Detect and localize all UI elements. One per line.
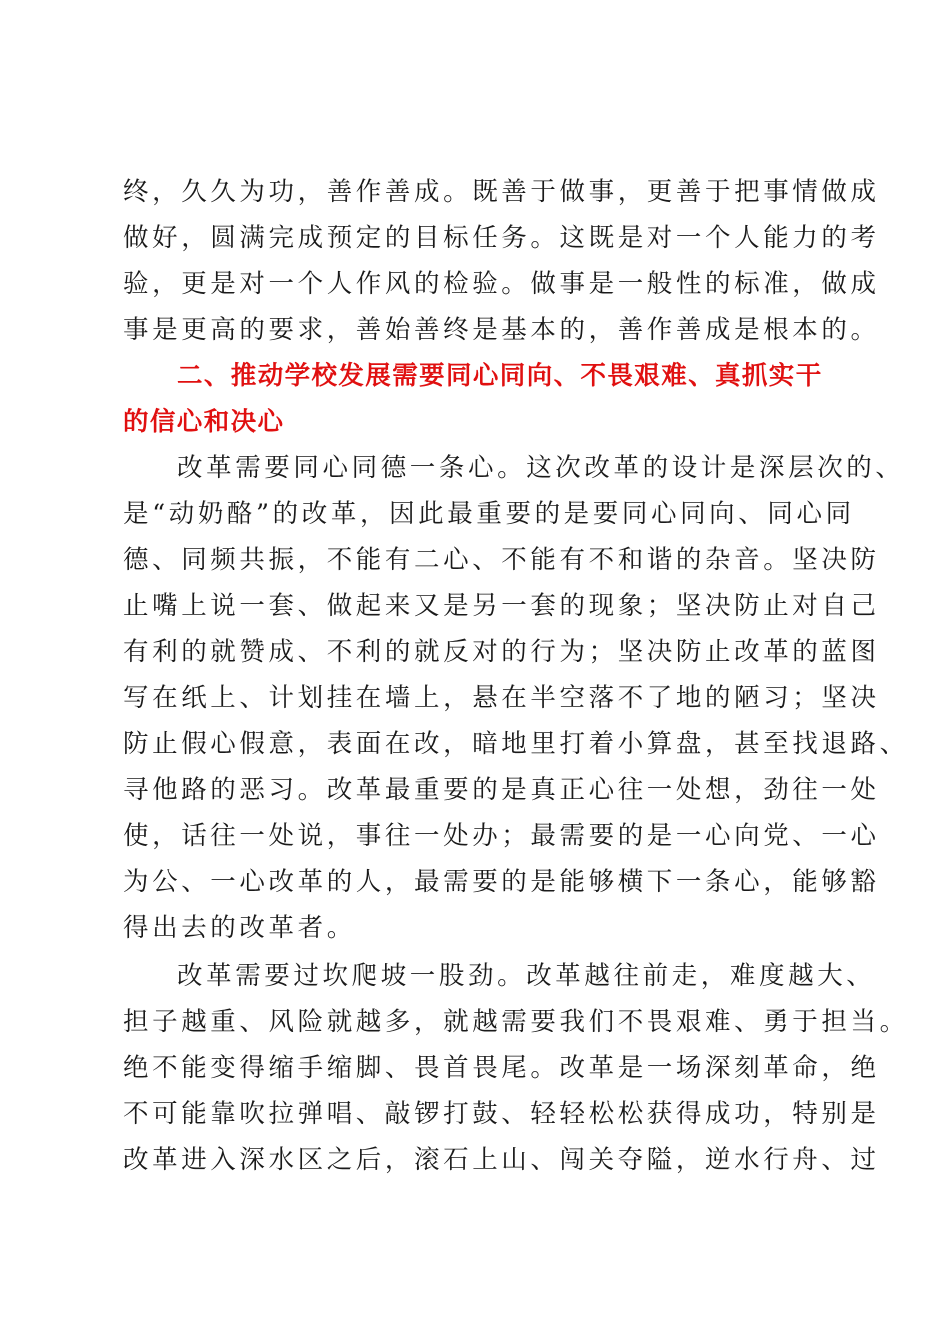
body-line: 不可能靠吹拉弹唱、敲锣打鼓、轻轻松松获得成功，特别是 <box>123 1099 880 1129</box>
section-heading: 二、推动学校发展需要同心同向、不畏艰难、真抓实干 <box>177 361 823 391</box>
body-line: 担子越重、风险就越多，就越需要我们不畏艰难、勇于担当。 <box>123 1007 909 1037</box>
body-line: 写在纸上、计划挂在墙上，悬在半空落不了地的陋习；坚决 <box>123 683 880 713</box>
body-line: 德、同频共振，不能有二心、不能有不和谐的杂音。坚决防 <box>123 545 880 575</box>
paragraph-start-line: 改革需要同心同德一条心。这次改革的设计是深层次的、 <box>177 453 905 483</box>
body-line: 止嘴上说一套、做起来又是另一套的现象；坚决防止对自己 <box>123 591 880 621</box>
section-heading-continued: 的信心和决心 <box>123 407 285 437</box>
body-line: 寻他路的恶习。改革最重要的是真正心往一处想，劲往一处 <box>123 775 880 805</box>
body-line: 终，久久为功，善作善成。既善于做事，更善于把事情做成 <box>123 177 880 207</box>
body-line: 绝不能变得缩手缩脚、畏首畏尾。改革是一场深刻革命，绝 <box>123 1053 880 1083</box>
body-line: 改革进入深水区之后，滚石上山、闯关夺隘，逆水行舟、过 <box>123 1145 880 1175</box>
body-line: 验，更是对一个人作风的检验。做事是一般性的标准，做成 <box>123 269 880 299</box>
body-line: 得出去的改革者。 <box>123 913 356 943</box>
body-line: 事是更高的要求，善始善终是基本的，善作善成是根本的。 <box>123 315 880 345</box>
body-line: 为公、一心改革的人，最需要的是能够横下一条心，能够豁 <box>123 867 880 897</box>
body-line: 是“动奶酪”的改革，因此最重要的是要同心同向、同心同 <box>123 499 855 529</box>
body-line: 防止假心假意，表面在改，暗地里打着小算盘，甚至找退路、 <box>123 729 909 759</box>
body-line: 做好，圆满完成预定的目标任务。这既是对一个人能力的考 <box>123 223 880 253</box>
body-line: 有利的就赞成、不利的就反对的行为；坚决防止改革的蓝图 <box>123 637 880 667</box>
body-line: 使，话往一处说，事往一处办；最需要的是一心向党、一心 <box>123 821 880 851</box>
paragraph-start-line: 改革需要过坎爬坡一股劲。改革越往前走，难度越大、 <box>177 961 876 991</box>
